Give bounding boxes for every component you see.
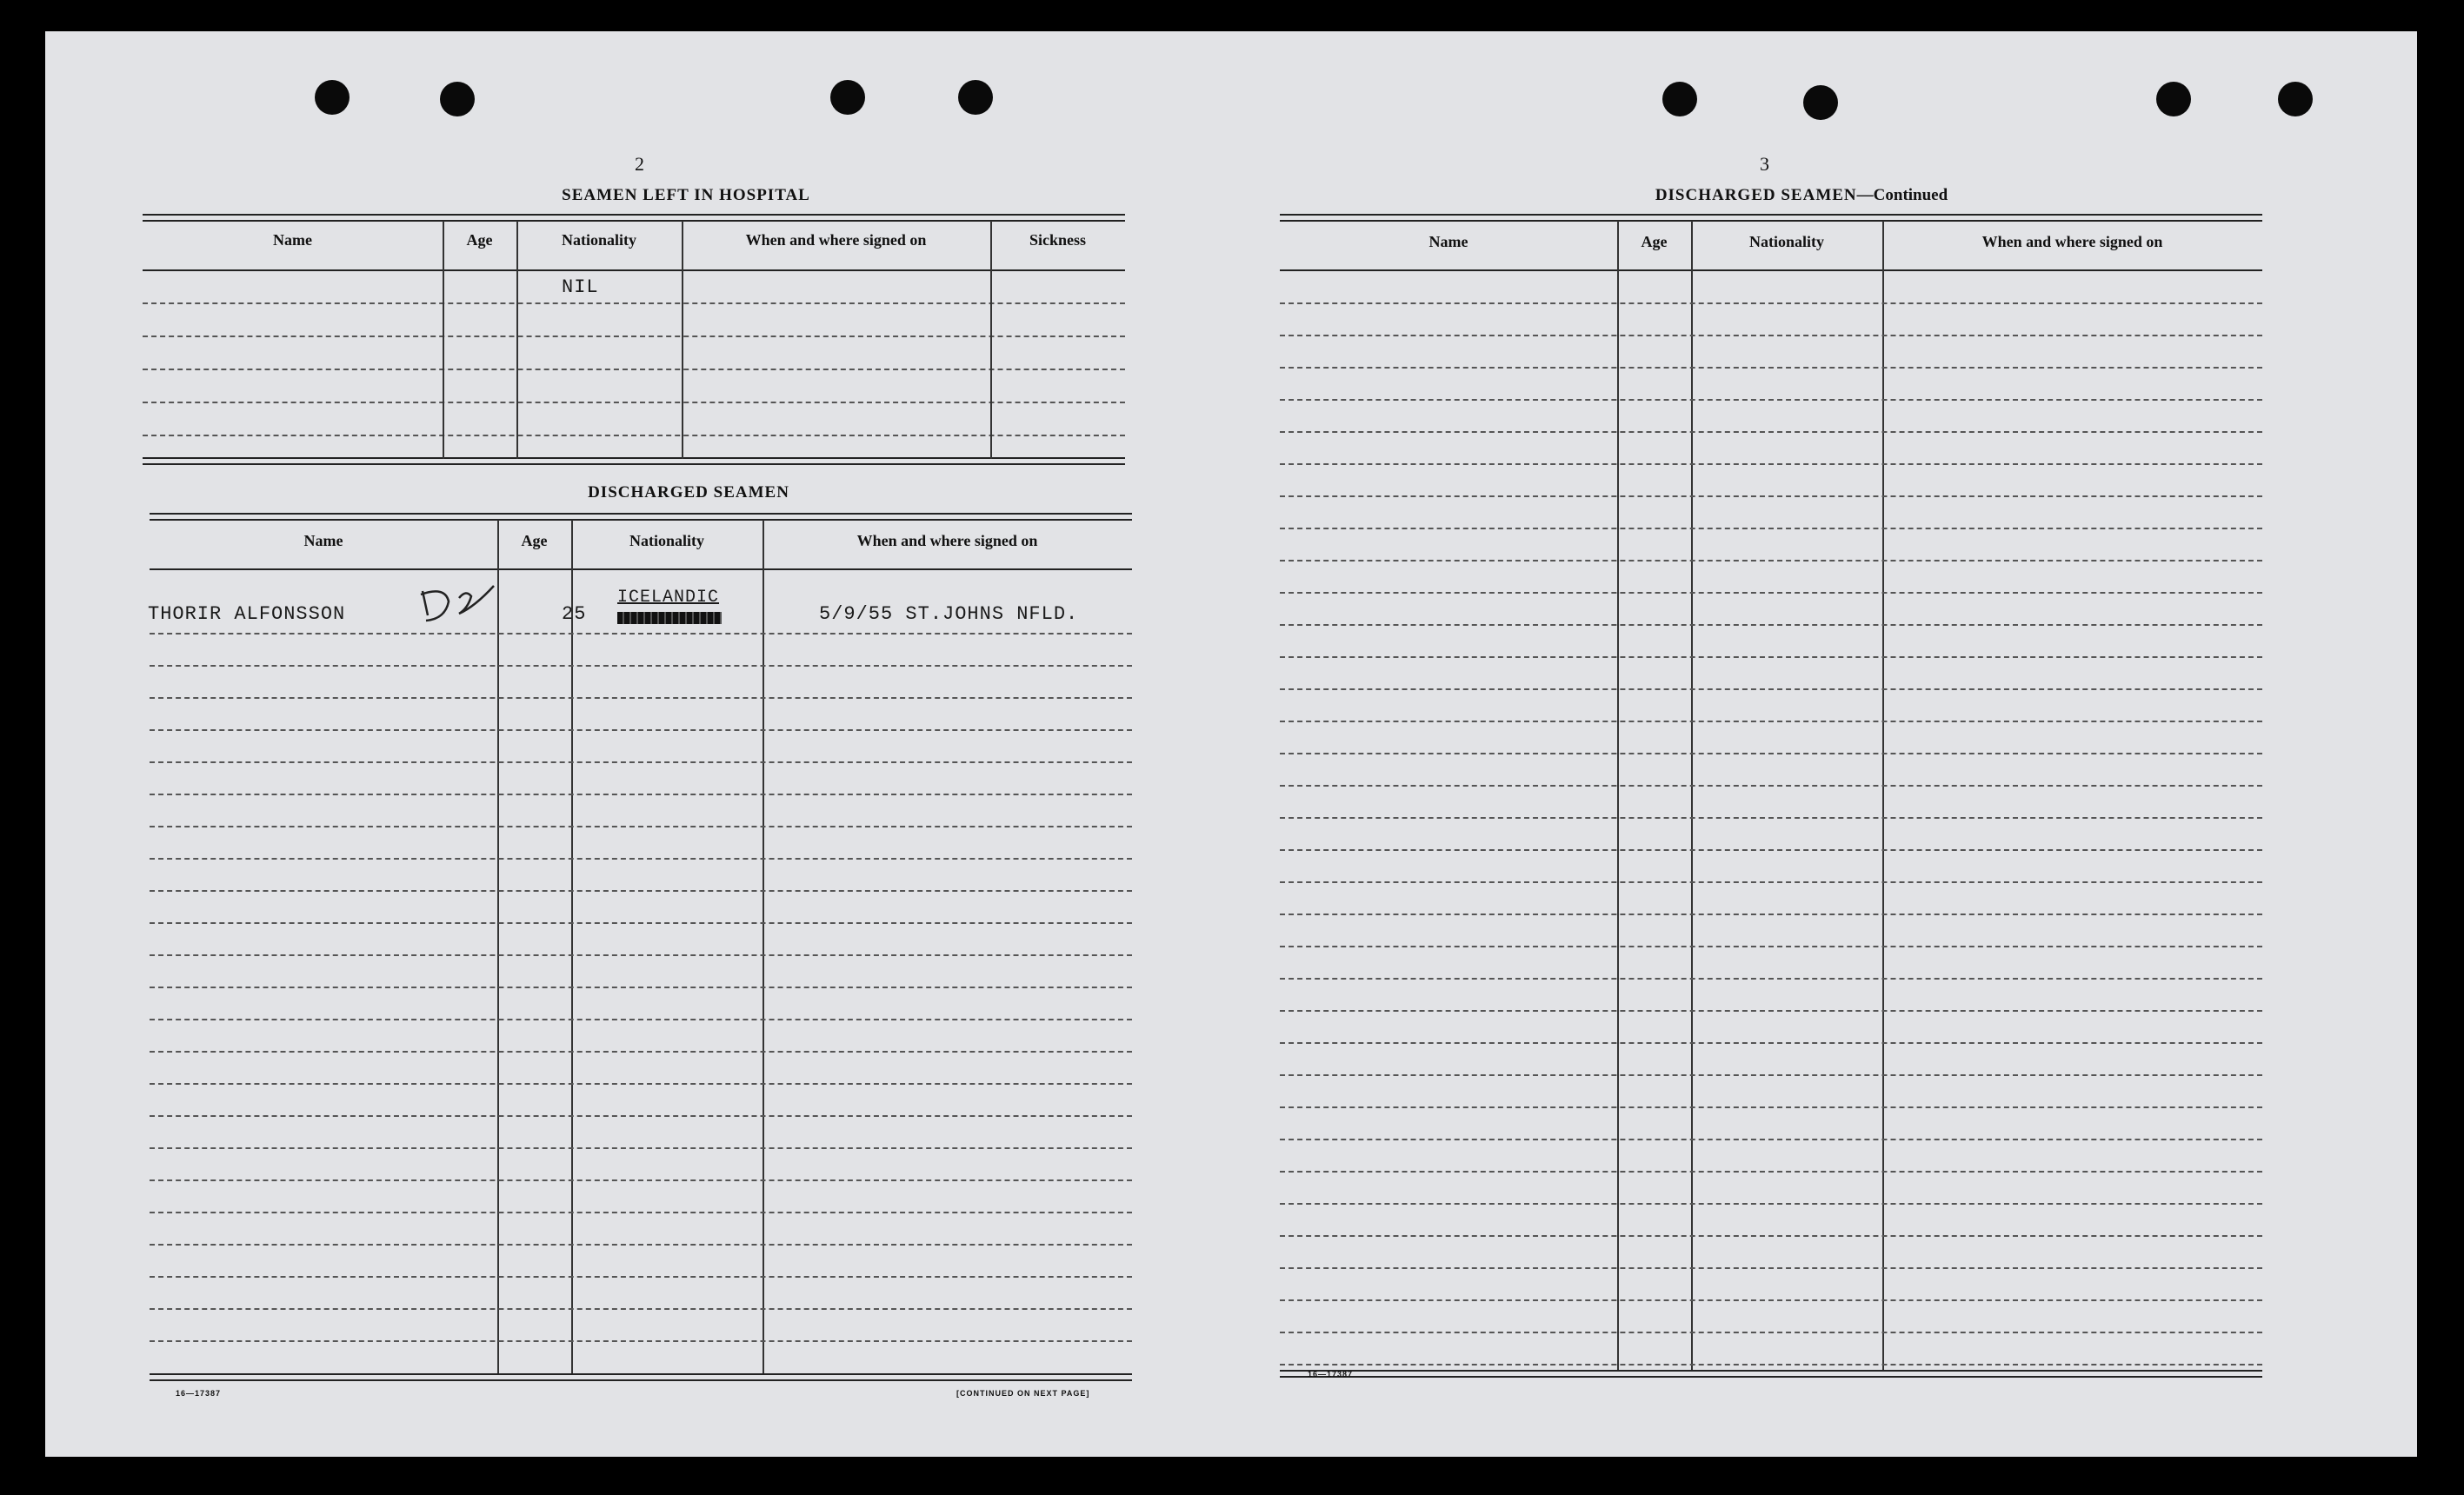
column-header-nationality: Nationality	[629, 532, 704, 549]
seaman-signed-on: 5/9/55 ST.JOHNS NFLD.	[819, 603, 1079, 625]
ruled-line	[1280, 528, 2262, 529]
ruled-line	[150, 1083, 1132, 1085]
discharged-continued-table	[1280, 214, 2262, 1370]
ruled-line	[150, 665, 1132, 667]
ruled-line	[1280, 624, 2262, 626]
ruled-line	[1280, 560, 2262, 561]
ruled-line	[1280, 1139, 2262, 1140]
ruled-line	[1280, 785, 2262, 787]
punch-hole-icon	[1803, 85, 1838, 120]
page-number: 2	[635, 153, 644, 175]
ruled-line	[1280, 335, 2262, 336]
ruled-line	[150, 1276, 1132, 1278]
ruled-line	[150, 1147, 1132, 1149]
form-number: 16—17387	[1308, 1370, 1354, 1379]
ruled-line	[150, 761, 1132, 763]
column-header-name: Name	[273, 231, 312, 249]
ruled-line	[150, 858, 1132, 860]
struck-out-text	[617, 612, 722, 624]
punch-hole-icon	[440, 82, 475, 116]
ruled-line	[150, 1115, 1132, 1117]
ruled-line	[1280, 978, 2262, 980]
ruled-line	[1280, 1106, 2262, 1108]
ruled-line	[1280, 367, 2262, 369]
ruled-line	[150, 697, 1132, 699]
ruled-line	[1280, 881, 2262, 883]
column-header-age: Age	[521, 532, 548, 549]
ruled-line	[1280, 1267, 2262, 1269]
discharged-table	[150, 513, 1132, 1391]
column-header-signed-on: When and where signed on	[856, 532, 1038, 549]
document-paper	[45, 31, 2417, 1457]
ruled-line	[150, 1244, 1132, 1246]
ruled-line	[150, 954, 1132, 956]
column-header-sickness: Sickness	[1029, 231, 1087, 249]
ruled-line	[150, 729, 1132, 731]
discharged-table-header	[150, 532, 1132, 550]
column-header-nationality: Nationality	[1748, 233, 1824, 250]
column-header-signed-on: When and where signed on	[1981, 233, 2163, 250]
section-title-discharged-continued	[1280, 186, 2323, 205]
ruled-line	[150, 1179, 1132, 1181]
ruled-line	[1280, 1235, 2262, 1237]
section-title-discharged: DISCHARGED SEAMEN	[588, 483, 789, 502]
ruled-line	[150, 633, 1132, 635]
ruled-line	[1280, 1364, 2262, 1365]
ruled-line	[1280, 1203, 2262, 1205]
ruled-line	[1280, 914, 2262, 915]
page-number: 3	[1760, 153, 1769, 175]
ruled-line	[150, 1340, 1132, 1342]
continued-note: [CONTINUED ON NEXT PAGE]	[956, 1389, 1090, 1398]
hospital-table-header	[143, 231, 1125, 249]
column-header-age: Age	[1641, 233, 1668, 250]
column-header-name: Name	[1428, 233, 1468, 250]
ruled-line	[1280, 849, 2262, 851]
hospital-entry-nil: NIL	[562, 276, 599, 298]
section-title-hospital: SEAMEN LEFT IN HOSPITAL	[562, 186, 810, 204]
ruled-line	[150, 987, 1132, 988]
punch-hole-icon	[830, 80, 865, 115]
ruled-line	[1280, 463, 2262, 465]
ruled-line	[150, 1019, 1132, 1020]
column-header-age: Age	[466, 231, 493, 249]
seaman-name: THORIR ALFONSSON	[148, 603, 346, 625]
ruled-line	[1280, 431, 2262, 433]
ruled-line	[150, 890, 1132, 892]
punch-hole-icon	[2156, 82, 2191, 116]
ruled-line	[150, 794, 1132, 795]
ruled-line	[1280, 302, 2262, 304]
ruled-line	[150, 1212, 1132, 1213]
ruled-line	[1280, 753, 2262, 754]
ruled-line	[1280, 1074, 2262, 1076]
ruled-line	[1280, 721, 2262, 722]
ruled-line	[1280, 592, 2262, 594]
seaman-age: 25	[562, 603, 587, 625]
ruled-line	[1280, 1171, 2262, 1173]
column-header-nationality: Nationality	[561, 231, 636, 249]
ruled-line	[1280, 817, 2262, 819]
seaman-nationality: ICELANDIC	[617, 588, 720, 608]
punch-hole-icon	[1662, 82, 1697, 116]
punch-hole-icon	[315, 80, 350, 115]
column-header-name: Name	[303, 532, 343, 549]
form-number: 16—17387	[176, 1389, 222, 1398]
column-header-signed-on: When and where signed on	[745, 231, 927, 249]
ruled-line	[1280, 1042, 2262, 1044]
ruled-line	[150, 826, 1132, 827]
ruled-line	[1280, 688, 2262, 690]
ruled-line	[1280, 656, 2262, 658]
punch-hole-icon	[958, 80, 993, 115]
ruled-line	[1280, 1332, 2262, 1333]
ruled-line	[1280, 1299, 2262, 1301]
handwritten-mark-icon	[410, 581, 506, 633]
hospital-table	[143, 214, 1125, 497]
ruled-line	[1280, 1010, 2262, 1012]
punch-hole-icon	[2278, 82, 2313, 116]
discharged-continued-header	[1280, 233, 2262, 251]
ruled-line	[1280, 399, 2262, 401]
ruled-line	[1280, 946, 2262, 947]
ruled-line	[1280, 495, 2262, 497]
title-main: DISCHARGED SEAMEN	[1655, 186, 1857, 204]
ruled-line	[150, 1308, 1132, 1310]
title-suffix: —Continued	[1856, 186, 1948, 204]
ruled-line	[150, 1051, 1132, 1053]
ruled-line	[150, 922, 1132, 924]
